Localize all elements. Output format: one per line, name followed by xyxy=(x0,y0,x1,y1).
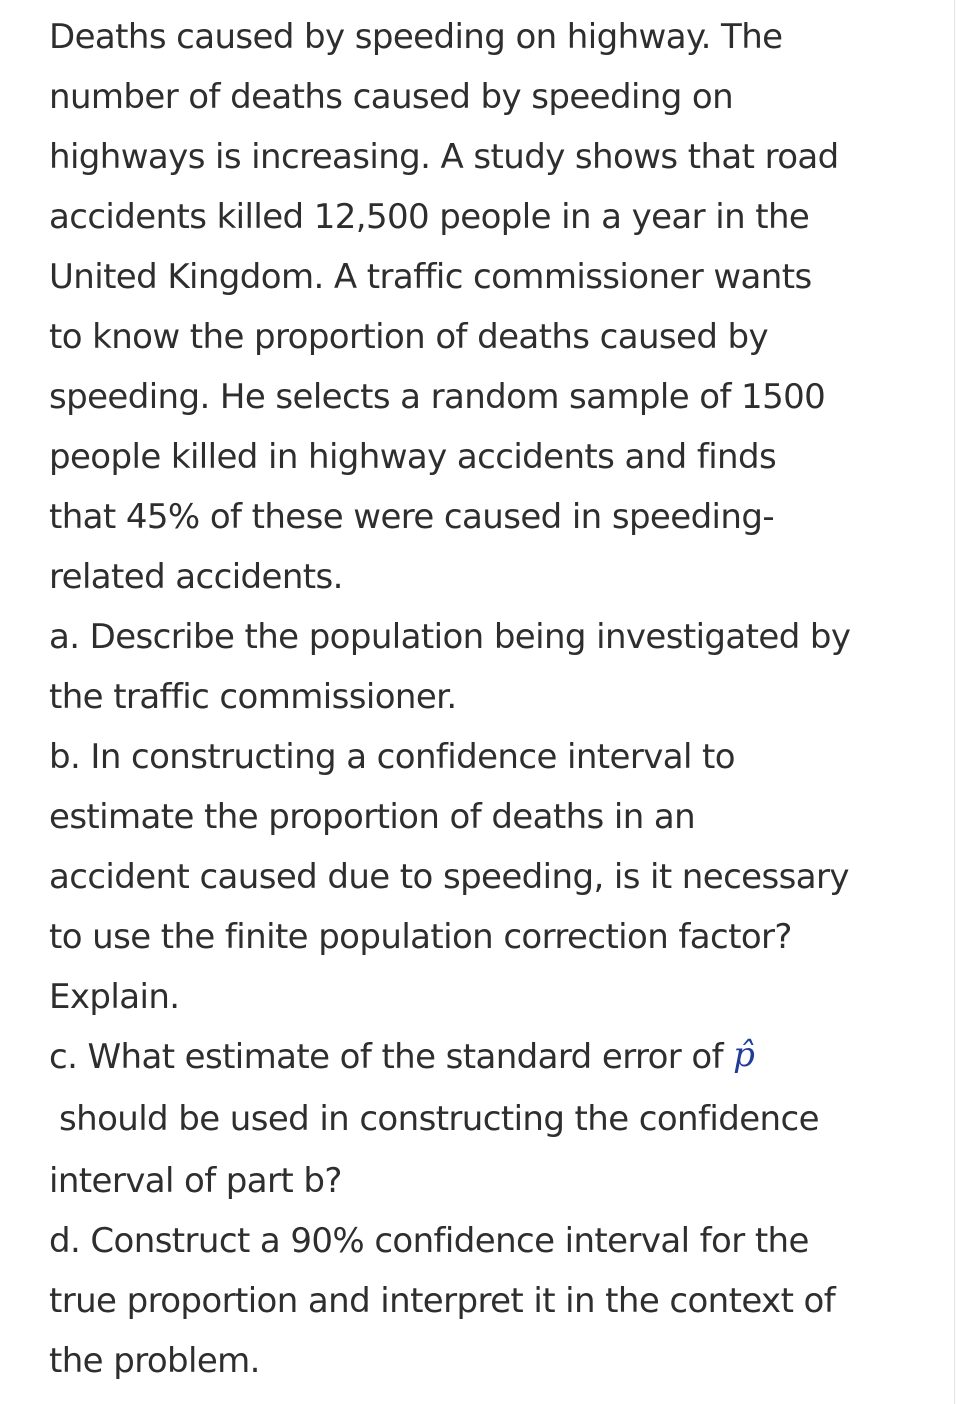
text-line: to use the finite population correction factor? xyxy=(49,917,792,957)
text-line xyxy=(49,1087,929,1151)
part-b xyxy=(49,727,929,1027)
text-line: estimate the proportion of deaths in an xyxy=(49,797,696,837)
text-line: the traffic commissioner. xyxy=(49,677,457,717)
part-a xyxy=(49,607,929,727)
text-line: accident caused due to speeding, is it necessary xyxy=(49,857,849,897)
text-line: Explain. xyxy=(49,977,180,1017)
text-line: highways is increasing. A study shows that road xyxy=(49,137,839,177)
text-line: speeding. He selects a random sample of 1500 xyxy=(49,377,826,417)
text-line xyxy=(49,1027,929,1087)
text-line: the problem. xyxy=(49,1341,260,1381)
p-hat-symbol: p̂ xyxy=(733,1035,755,1075)
text-line: people killed in highway accidents and finds xyxy=(49,437,777,477)
problem-text xyxy=(49,7,929,1391)
text-line: to know the proportion of deaths caused by xyxy=(49,317,769,357)
text-line: United Kingdom. A traffic commissioner wants xyxy=(49,257,812,297)
text-line: Deaths caused by speeding on highway. The xyxy=(49,17,783,57)
page-edge-divider xyxy=(954,0,955,1404)
text-line: that 45% of these were caused in speeding- xyxy=(49,497,774,537)
part-c xyxy=(49,1027,929,1211)
text-line: accidents killed 12,500 people in a year in the xyxy=(49,197,810,237)
text-line: related accidents. xyxy=(49,557,343,597)
intro-paragraph xyxy=(49,7,929,607)
part-c-continued: should be used in constructing the confidence xyxy=(59,1099,819,1139)
text-line: number of deaths caused by speeding on xyxy=(49,77,734,117)
text-line: a. Describe the population being investigated by xyxy=(49,617,851,657)
text-line: d. Construct a 90% confidence interval for the xyxy=(49,1221,809,1261)
text-line: interval of part b? xyxy=(49,1161,342,1201)
text-line: true proportion and interpret it in the context of xyxy=(49,1281,836,1321)
text-line: b. In constructing a confidence interval to xyxy=(49,737,735,777)
part-c-question: c. What estimate of the standard error of xyxy=(49,1037,734,1077)
part-d xyxy=(49,1211,929,1391)
